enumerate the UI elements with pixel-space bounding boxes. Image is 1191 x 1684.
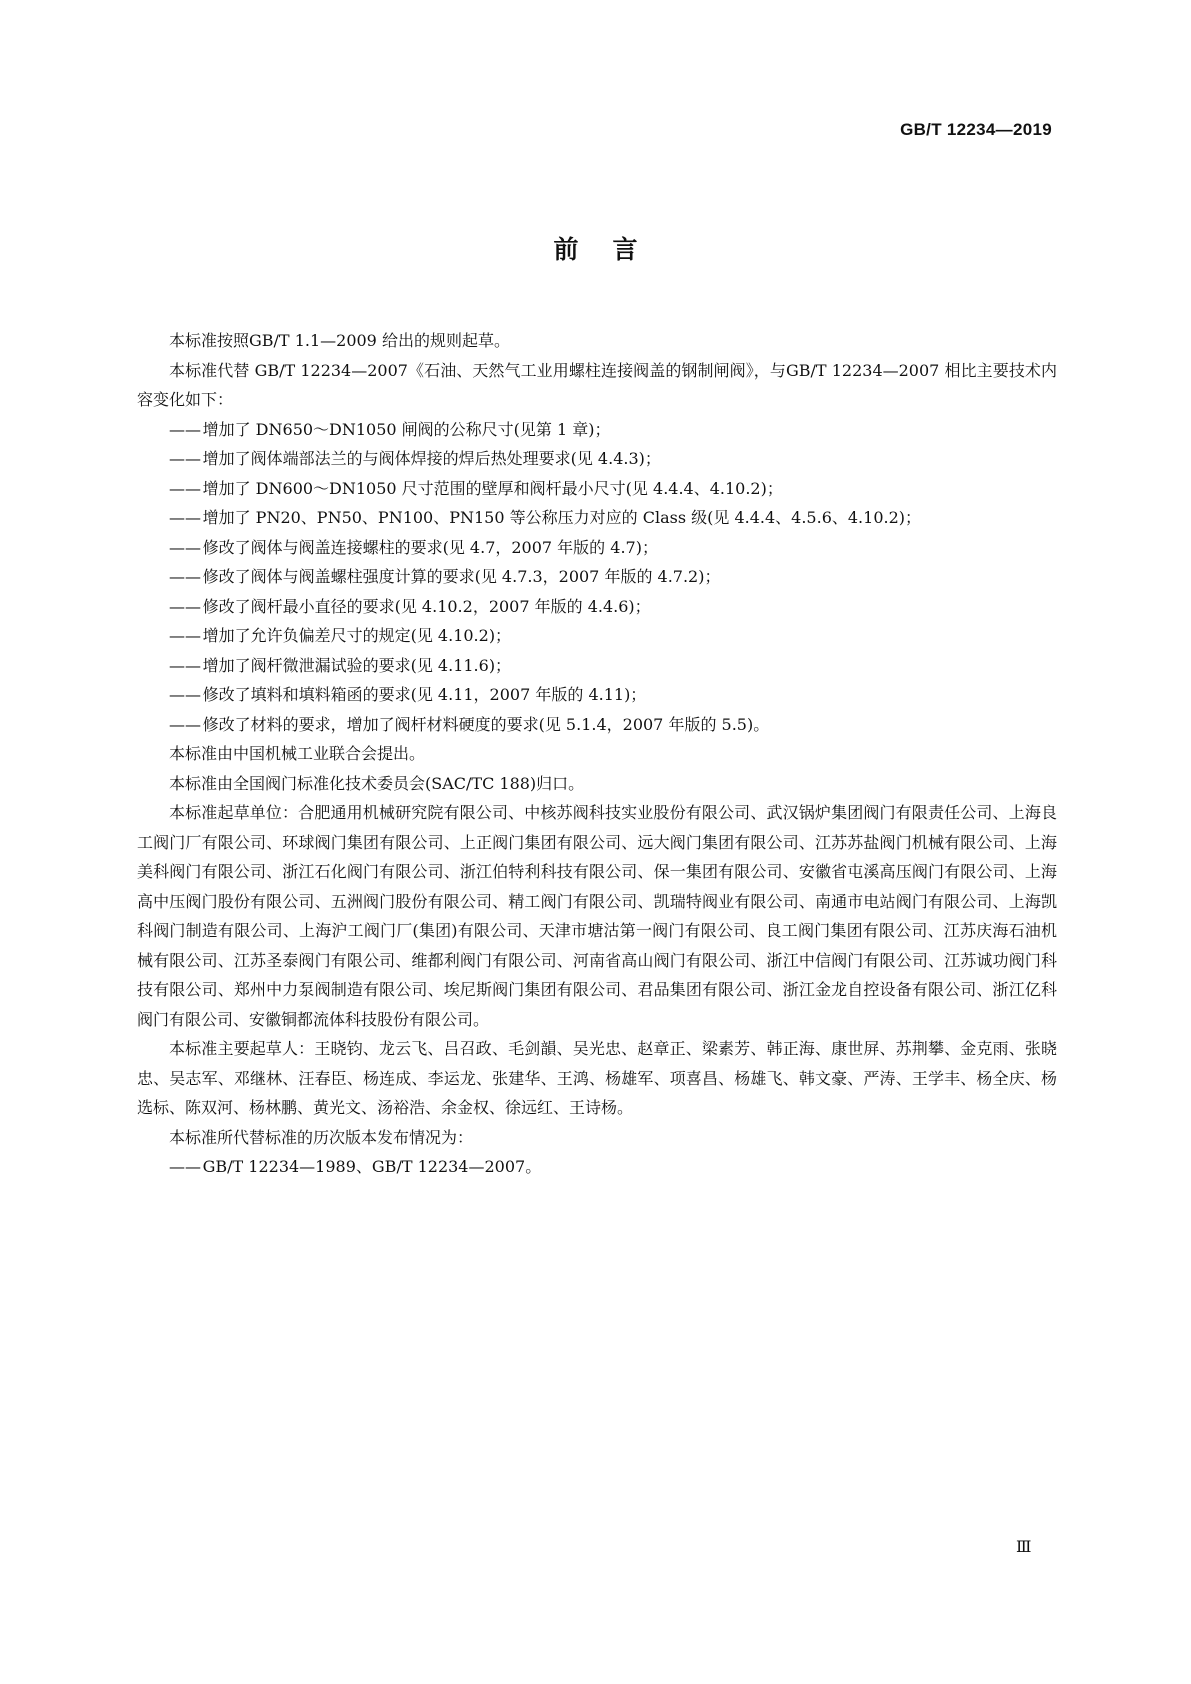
paragraph-proposer: 本标准由中国机械工业联合会提出。 [169, 744, 426, 763]
dash-marker: —— [169, 626, 201, 645]
dash-marker: —— [169, 714, 201, 734]
preface-body [137, 326, 1057, 1182]
paragraph-drafting-units: 本标准起草单位：合肥通用机械研究院有限公司、中核苏阀科技实业股份有限公司、武汉锅炉集团阀门有限责任公司、上海良工阀门厂有限公司、环球阀门集团有限公司、上正阀门集团有限公司、远大阀门集团有限公司、江苏苏盐阀门机械有限公司、上海美科阀门有限公司、浙江石化阀门有限公司、浙江伯特利科技有限公司、保一集团有限公司、安徽省屯溪高压阀门有限公司、上海高中压阀门股份有限公司、五洲阀门股份有限公司、精工阀门有限公司、凯瑞特阀业有限公司、南通市电站阀门有限公司、上海凯科阀门制造有限公司、上海沪工阀门厂(集团)有限公司、天津市塘沽第一阀门有限公司、良工阀门集团有限公司、江苏庆海石油机械有限公司、江苏圣泰阀门有限公司、维都利阀门有限公司、河南省高山阀门有限公司、浙江中信阀门有限公司、江苏诚功阀门科技有限公司、郑州中力泵阀制造有限公司、埃尼斯阀门集团有限公司、君品集团有限公司、浙江金龙自控设备有限公司、浙江亿科阀门有限公司、安徽铜都流体科技股份有限公司。 [137, 803, 1057, 1029]
history-text: GB/T 12234—1989、GB/T 12234—2007。 [202, 1157, 542, 1176]
list-item-text: 修改了填料和填料箱函的要求(见 4.11，2007 年版的 4.11)； [202, 685, 647, 704]
list-item-text: 增加了 DN600～DN1050 尺寸范围的壁厚和阀杆最小尺寸(见 4.4.4、4.10.2)； [202, 478, 783, 498]
list-item [137, 621, 1057, 651]
list-item [137, 533, 1057, 563]
list-item-text: 修改了阀杆最小直径的要求(见 4.10.2，2007 年版的 4.4.6)； [202, 596, 651, 616]
list-item [137, 562, 1057, 592]
standard-code-header: GB/T 12234—2019 [900, 120, 1052, 139]
list-item [137, 444, 1057, 474]
dash-marker: —— [169, 685, 201, 704]
page-title: 前言 [553, 235, 672, 264]
list-item-text: 修改了阀体与阀盖连接螺柱的要求(见 4.7，2007 年版的 4.7)； [202, 537, 658, 557]
list-item-text: 增加了阀杆微泄漏试验的要求(见 4.11.6)； [202, 655, 512, 675]
dash-marker: —— [169, 596, 201, 616]
dash-marker: —— [169, 449, 201, 468]
list-item [137, 651, 1057, 681]
list-item-text: 增加了允许负偏差尺寸的规定(见 4.10.2)； [202, 626, 512, 645]
paragraph-drafting-rules: 本标准按照GB/T 1.1—2009 给出的规则起草。 [169, 331, 510, 350]
dash-marker: —— [169, 1157, 201, 1176]
list-item-text: 增加了阀体端部法兰的与阀体焊接的焊后热处理要求(见 4.4.3)； [202, 449, 661, 468]
list-item [137, 592, 1057, 622]
paragraph-replacement: 本标准代替 GB/T 12234—2007《石油、天然气工业用螺柱连接阀盖的钢制闸阀》，与GB/T 12234—2007 相比主要技术内容变化如下： [137, 360, 1057, 409]
list-item [137, 710, 1057, 740]
dash-marker: —— [169, 478, 201, 498]
dash-marker: —— [169, 537, 201, 557]
list-item [137, 680, 1057, 710]
list-item-text: 增加了 PN20、PN50、PN100、PN150 等公称压力对应的 Class 级(见 4.4.4、4.5.6、4.10.2)； [202, 508, 922, 527]
page-number: Ⅲ [1016, 1539, 1032, 1556]
list-item-text: 修改了材料的要求，增加了阀杆材料硬度的要求(见 5.1.4，2007 年版的 5.5)。 [202, 714, 770, 734]
list-item [137, 474, 1057, 504]
paragraph-committee: 本标准由全国阀门标准化技术委员会(SAC/TC 188)归口。 [169, 773, 585, 793]
list-item-text: 修改了阀体与阀盖螺柱强度计算的要求(见 4.7.3，2007 年版的 4.7.2)； [202, 567, 721, 586]
paragraph-drafters: 本标准主要起草人：王晓钧、龙云飞、吕召政、毛剑韻、吴光忠、赵章正、梁素芳、韩正海、康世屏、苏荆攀、金克雨、张晓忠、吴志军、邓继林、汪春臣、杨连成、李运龙、张建华、王鸿、杨雄军、项喜昌、杨雄飞、韩文豪、严涛、王学丰、杨全庆、杨选标、陈双河、杨林鹏、黄光文、汤裕浩、余金权、徐远红、王诗杨。 [137, 1039, 1057, 1117]
dash-marker: —— [169, 419, 201, 439]
list-item [137, 415, 1057, 445]
dash-marker: —— [169, 567, 201, 586]
changes-list [137, 415, 1057, 740]
list-item-text: 增加了 DN650～DN1050 闸阀的公称尺寸(见第 1 章)； [202, 419, 611, 439]
dash-marker: —— [169, 508, 201, 527]
history-item [137, 1152, 1057, 1182]
list-item [137, 503, 1057, 533]
paragraph-history-intro: 本标准所代替标准的历次版本发布情况为： [169, 1127, 474, 1147]
dash-marker: —— [169, 655, 201, 675]
